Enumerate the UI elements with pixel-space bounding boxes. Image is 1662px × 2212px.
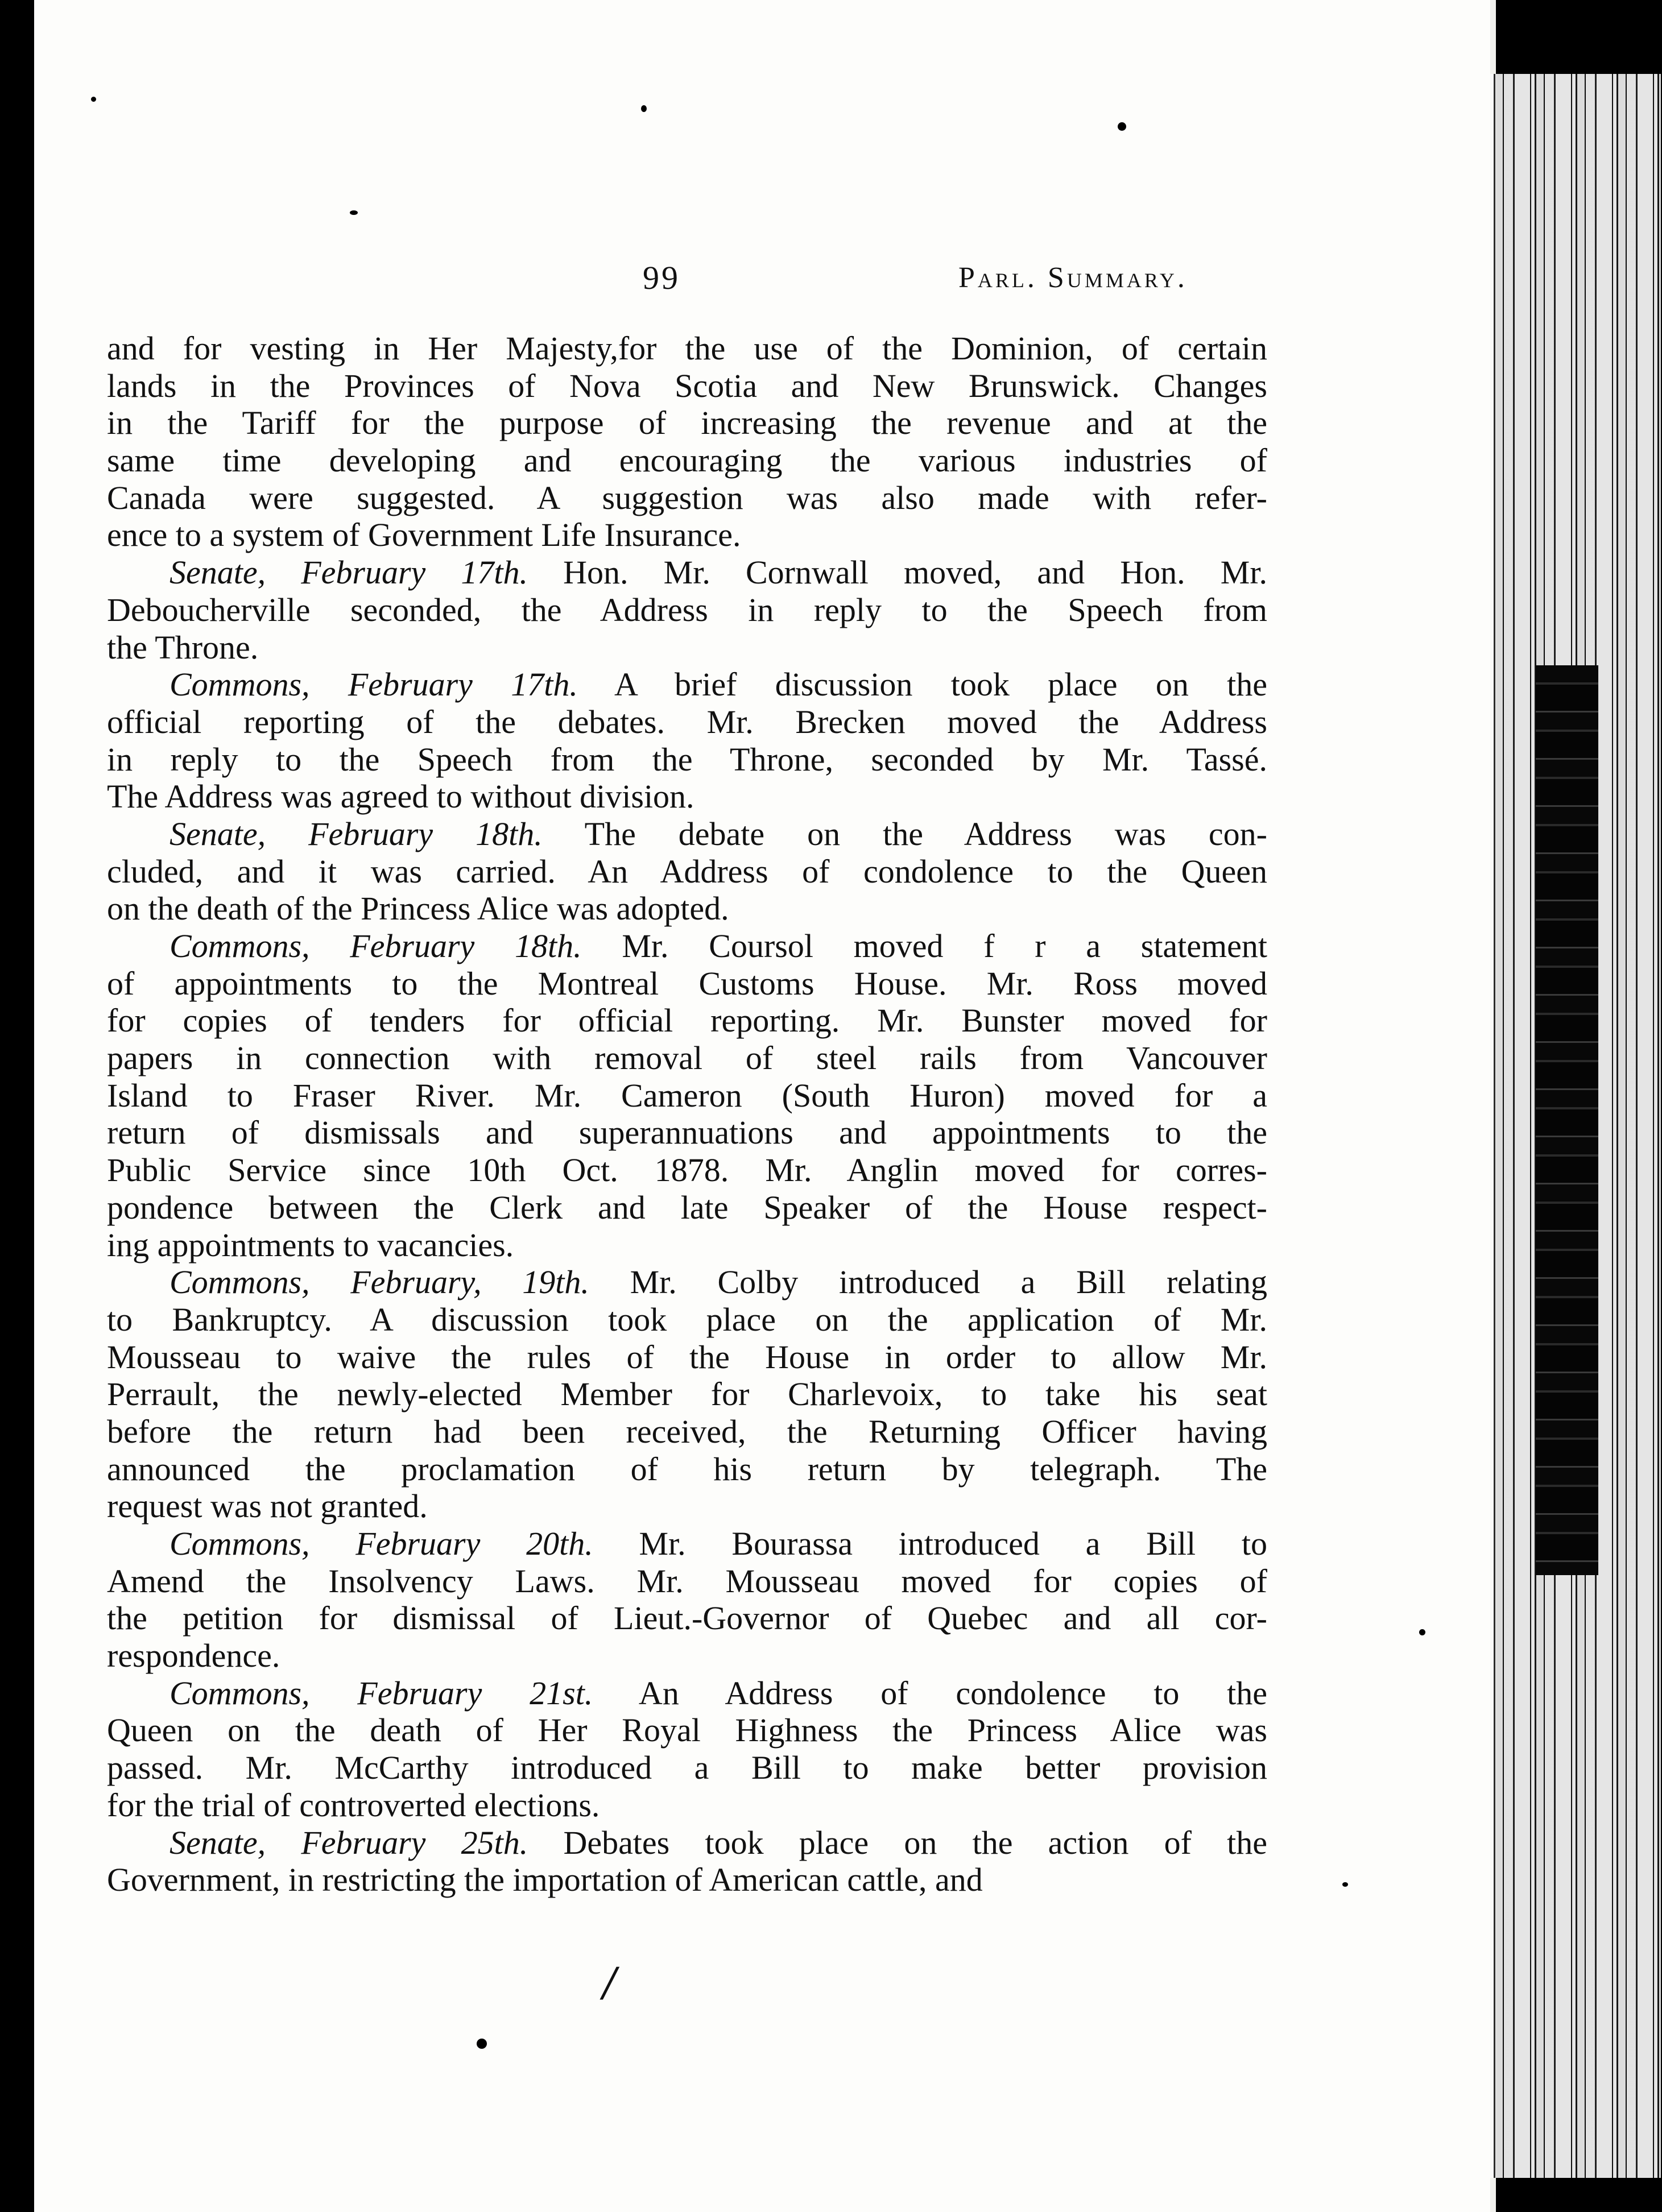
text-line — [107, 404, 1267, 442]
page-number: 99 — [643, 259, 680, 296]
text-line — [107, 1002, 1267, 1039]
line-text: before the return had been received, the Returning Officer having — [107, 1412, 1267, 1450]
line-text: cluded, and it was carried. An Address of condolence to the Queen — [107, 852, 1267, 890]
entry-date: Commons, February 18th. — [169, 927, 582, 964]
line-text: ence to a system of Government Life Insurance. — [107, 516, 741, 554]
line-text: Perrault, the newly-elected Member for Charlevoix, to take his seat — [107, 1376, 1267, 1413]
line-text: for copies of tenders for official reporting. Mr. Bunster moved for — [107, 1002, 1267, 1039]
line-text: passed. Mr. McCarthy introduced a Bill to make better provision — [107, 1749, 1267, 1787]
line-text: Mr. Bourassa introduced a Bill to — [593, 1525, 1267, 1562]
text-line — [107, 666, 1267, 703]
entry-date: Senate, February 17th. — [169, 554, 528, 591]
text-line — [107, 442, 1267, 479]
adjacent-page-shadow — [1536, 665, 1598, 1575]
line-text: respondence. — [107, 1637, 280, 1675]
text-line — [107, 1339, 1267, 1376]
line-text: The debate on the Address was con- — [542, 815, 1267, 852]
text-line — [107, 629, 1267, 666]
speck-mark — [1118, 122, 1126, 131]
line-text: pondence between the Clerk and late Speaker of the House respect- — [107, 1188, 1267, 1226]
text-line — [107, 965, 1267, 1003]
text-line — [107, 1039, 1267, 1077]
line-text: A brief discussion took place on the — [577, 666, 1267, 703]
line-text: Mr. Colby introduced a Bill relating — [589, 1264, 1267, 1301]
line-text: An Address of condolence to the — [593, 1674, 1267, 1712]
text-line — [107, 1824, 1267, 1862]
book-page — [34, 0, 1496, 2212]
line-text: return of dismissals and superannuations and appointments to the — [107, 1114, 1267, 1151]
speck-mark — [1419, 1629, 1425, 1635]
entry-date: Commons, February 21st. — [169, 1674, 593, 1712]
line-text: announced the proclamation of his return by telegraph. The — [107, 1450, 1267, 1488]
text-line — [107, 1749, 1267, 1787]
text-line — [107, 330, 1267, 367]
line-text: Canada were suggested. A suggestion was also made with refer- — [107, 479, 1267, 516]
text-line — [107, 1413, 1267, 1451]
body-text — [107, 330, 1267, 1899]
line-text: on the death of the Princess Alice was adopted. — [107, 890, 729, 927]
text-line — [107, 927, 1267, 965]
text-line — [107, 591, 1267, 629]
speck-mark — [91, 97, 96, 102]
text-line — [107, 853, 1267, 890]
text-line — [107, 516, 1267, 554]
text-line — [107, 1488, 1267, 1525]
text-line — [107, 1376, 1267, 1413]
line-text: Island to Fraser River. Mr. Cameron (South Huron) moved for a — [107, 1076, 1267, 1114]
line-text: lands in the Provinces of Nova Scotia and New Brunswick. Changes — [107, 367, 1267, 404]
text-line — [107, 1114, 1267, 1151]
line-text: Deboucherville seconded, the Address in reply to the Speech from — [107, 591, 1267, 628]
text-line — [107, 890, 1267, 927]
text-line — [107, 1525, 1267, 1563]
speck-mark — [350, 210, 358, 215]
line-text: request was not granted. — [107, 1488, 428, 1525]
line-text: ing appointments to vacancies. — [107, 1226, 514, 1264]
text-line — [107, 1787, 1267, 1824]
stray-mark: / — [603, 1959, 617, 2006]
text-line — [107, 1451, 1267, 1488]
line-text: in the Tariff for the purpose of increasing the revenue and at the — [107, 404, 1267, 442]
text-line — [107, 479, 1267, 517]
line-text: Amend the Insolvency Laws. Mr. Mousseau moved for copies of — [107, 1562, 1267, 1600]
line-text: Debates took place on the action of the — [528, 1824, 1267, 1861]
text-line — [107, 367, 1267, 405]
entry-date: Senate, February 18th. — [169, 815, 543, 852]
speck-mark — [641, 105, 647, 112]
line-text: the petition for dismissal of Lieut.-Governor of Quebec and all cor- — [107, 1600, 1267, 1637]
page-header — [34, 259, 1490, 310]
entry-date: Commons, February 20th. — [169, 1525, 593, 1562]
text-line — [107, 1712, 1267, 1749]
text-line — [107, 1264, 1267, 1301]
running-head: Parl. Summary. — [958, 262, 1188, 294]
text-line — [107, 1189, 1267, 1227]
speck-mark — [477, 2039, 487, 2049]
line-text: of appointments to the Montreal Customs House. Mr. Ross moved — [107, 964, 1267, 1002]
entry-date: Senate, February 25th. — [169, 1824, 528, 1861]
text-line — [107, 703, 1267, 741]
line-text: to Bankruptcy. A discussion took place on the application of Mr. — [107, 1300, 1267, 1338]
line-text: the Throne. — [107, 628, 259, 666]
line-text: in reply to the Speech from the Throne, seconded by Mr. Tassé. — [107, 740, 1267, 778]
entry-date: Commons, February, 19th. — [169, 1264, 589, 1301]
text-line — [107, 1077, 1267, 1115]
text-line — [107, 741, 1267, 778]
line-text: official reporting of the debates. Mr. Brecken moved the Address — [107, 703, 1267, 740]
line-text: same time developing and encouraging the various industries of — [107, 442, 1267, 479]
line-text: Mr. Coursol moved f r a statement — [581, 927, 1268, 964]
text-line — [107, 778, 1267, 815]
line-text: Queen on the death of Her Royal Highness the Princess Alice was — [107, 1712, 1267, 1749]
text-line — [107, 1563, 1267, 1600]
text-line — [107, 1675, 1267, 1712]
line-text: Hon. Mr. Cornwall moved, and Hon. Mr. — [528, 554, 1267, 591]
text-line — [107, 1600, 1267, 1637]
speck-mark — [1342, 1882, 1348, 1887]
line-text: and for vesting in Her Majesty,for the use of the Dominion, of certain — [107, 330, 1267, 367]
line-text: for the trial of controverted elections. — [107, 1786, 600, 1824]
text-line — [107, 1861, 1267, 1899]
line-text: Mousseau to waive the rules of the House in order to allow Mr. — [107, 1338, 1267, 1376]
text-line — [107, 1227, 1267, 1264]
text-line — [107, 1301, 1267, 1339]
text-line — [107, 554, 1267, 591]
line-text: Public Service since 10th Oct. 1878. Mr. Anglin moved for corres- — [107, 1151, 1267, 1189]
line-text: Government, in restricting the importation of American cattle, and — [107, 1861, 983, 1899]
line-text: papers in connection with removal of steel rails from Vancouver — [107, 1039, 1267, 1077]
text-line — [107, 1637, 1267, 1675]
line-text: The Address was agreed to without division. — [107, 778, 694, 815]
text-line — [107, 1151, 1267, 1189]
text-line — [107, 815, 1267, 853]
entry-date: Commons, February 17th. — [169, 666, 578, 703]
